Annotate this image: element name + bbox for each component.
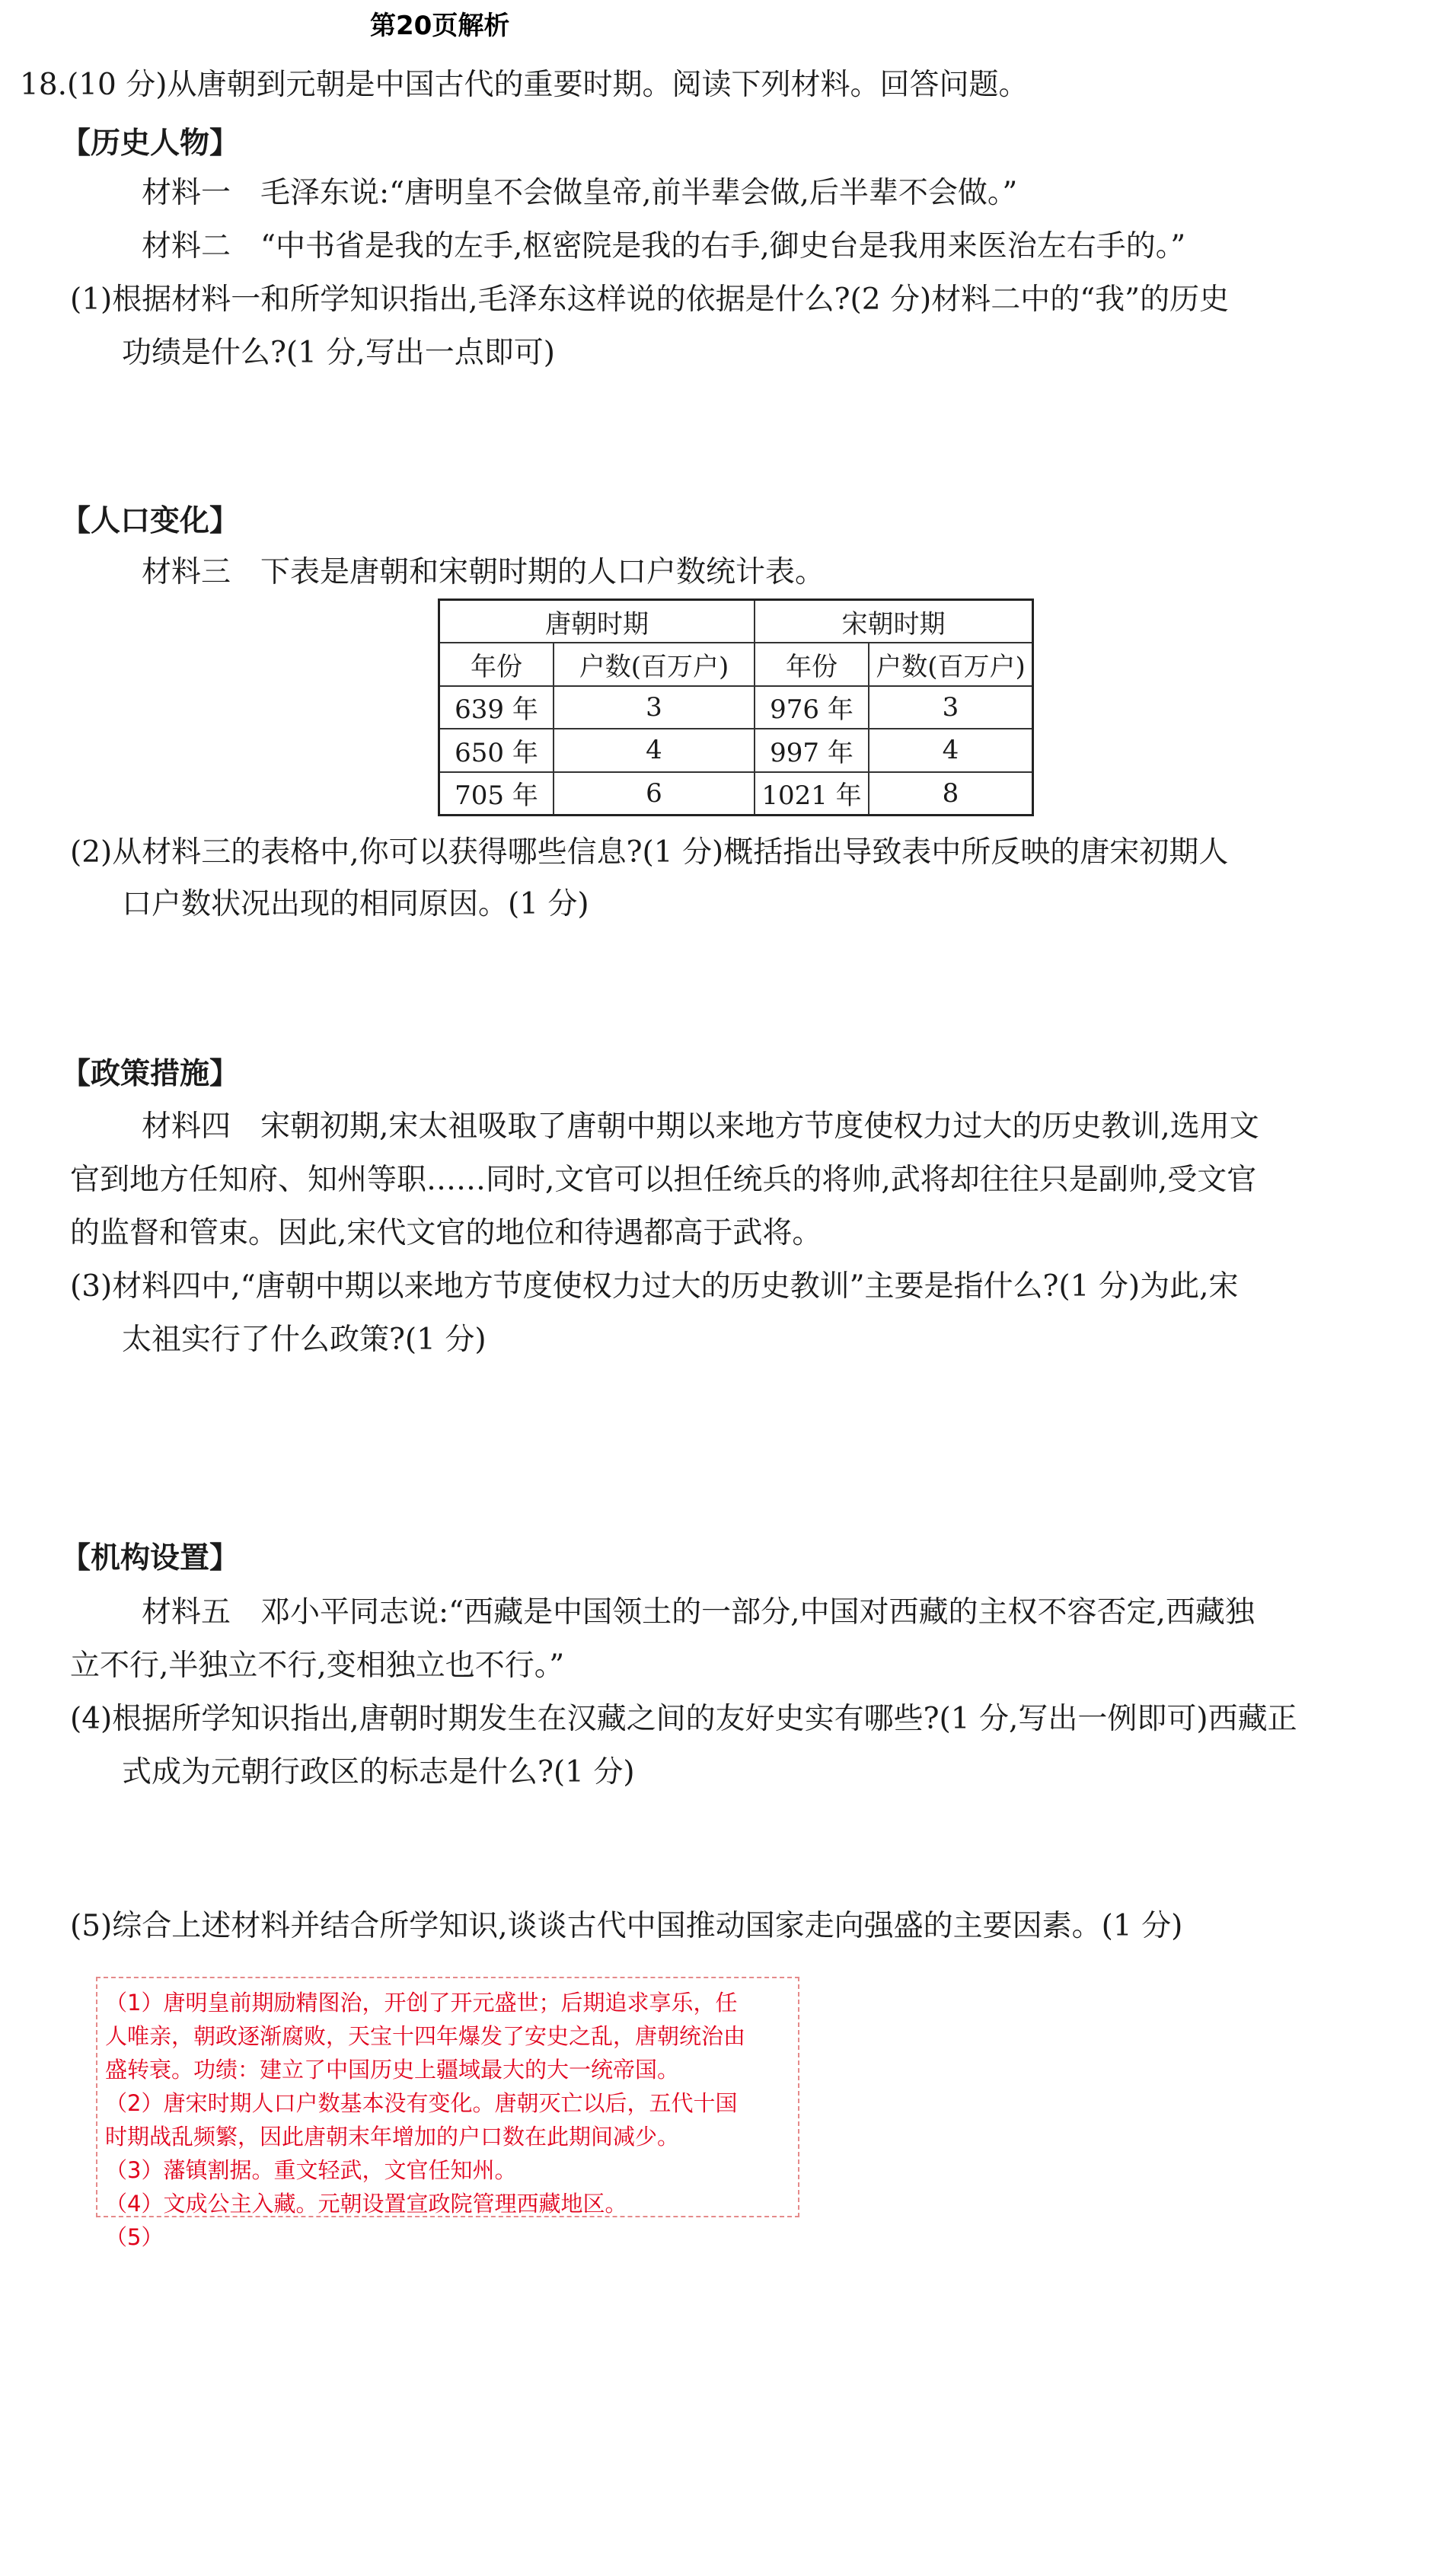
table-header-row bbox=[439, 600, 1033, 643]
question-stem: 18.(10 分)从唐朝到元朝是中国古代的重要时期。阅读下列材料。回答问题。 bbox=[20, 68, 1029, 102]
song-period-header: 宋朝时期 bbox=[755, 600, 1033, 643]
tang-year-header: 年份 bbox=[439, 643, 554, 685]
tang-households-header: 户数(百万户) bbox=[554, 643, 755, 685]
question-2-line-2: 口户数状况出现的相同原因。(1 分) bbox=[122, 887, 589, 921]
section-title-historical-figures: 【历史人物】 bbox=[61, 126, 240, 161]
answer-line: 盛转衰。功绩：建立了中国历史上疆域最大的大一统帝国。 bbox=[105, 2057, 680, 2083]
answer-line: （1）唐明皇前期励精图治，开创了开元盛世；后期追求享乐，任 bbox=[105, 1990, 738, 2016]
material-5-line-1: 材料五 邓小平同志说:“西藏是中国领土的一部分,中国对西藏的主权不容否定,西藏独 bbox=[142, 1595, 1255, 1630]
tang-households: 6 bbox=[554, 772, 755, 816]
material-2: 材料二 “中书省是我的左手,枢密院是我的右手,御史台是我用来医治左右手的。” bbox=[142, 229, 1186, 263]
song-year: 976 年 bbox=[755, 686, 869, 729]
song-households: 3 bbox=[869, 686, 1033, 729]
song-year-header: 年份 bbox=[755, 643, 869, 685]
answer-line: 时期战乱频繁，因此唐朝末年增加的户口数在此期间减少。 bbox=[105, 2124, 680, 2150]
answer-line: 人唯亲，朝政逐渐腐败，天宝十四年爆发了安史之乱，唐朝统治由 bbox=[105, 2023, 746, 2049]
section-title-population: 【人口变化】 bbox=[61, 503, 240, 538]
song-households-header: 户数(百万户) bbox=[869, 643, 1033, 685]
table-row bbox=[439, 772, 1033, 816]
question-1-line-1: (1)根据材料一和所学知识指出,毛泽东这样说的依据是什么?(2 分)材料二中的“我”的历史 bbox=[70, 282, 1230, 317]
song-year: 1021 年 bbox=[755, 772, 869, 816]
question-3-line-2: 太祖实行了什么政策?(1 分) bbox=[122, 1323, 487, 1357]
tang-year: 639 年 bbox=[439, 686, 554, 729]
tang-year: 705 年 bbox=[439, 772, 554, 816]
population-table bbox=[438, 599, 1034, 816]
song-households: 8 bbox=[869, 772, 1033, 816]
song-year: 997 年 bbox=[755, 729, 869, 771]
tang-households: 3 bbox=[554, 686, 755, 729]
material-5-line-2: 立不行,半独立不行,变相独立也不行。” bbox=[70, 1649, 565, 1683]
answer-line: （2）唐宋时期人口户数基本没有变化。唐朝灭亡以后，五代十国 bbox=[105, 2090, 738, 2116]
section-title-policies: 【政策措施】 bbox=[61, 1056, 240, 1091]
material-4-line-1: 材料四 宋朝初期,宋太祖吸取了唐朝中期以来地方节度使权力过大的历史教训,选用文 bbox=[142, 1109, 1259, 1144]
table-row bbox=[439, 686, 1033, 729]
tang-households: 4 bbox=[554, 729, 755, 771]
material-4-line-3: 的监督和管束。因此,宋代文官的地位和待遇都高于武将。 bbox=[70, 1216, 822, 1250]
section-title-institutions: 【机构设置】 bbox=[61, 1540, 240, 1575]
answer-box bbox=[96, 1977, 799, 2250]
question-1-line-2: 功绩是什么?(1 分,写出一点即可) bbox=[122, 336, 555, 370]
page-header: 第20页解析 bbox=[370, 11, 510, 41]
tang-year: 650 年 bbox=[439, 729, 554, 771]
material-1: 材料一 毛泽东说:“唐明皇不会做皇帝,前半辈会做,后半辈不会做。” bbox=[142, 176, 1018, 210]
question-5: (5)综合上述材料并结合所学知识,谈谈古代中国推动国家走向强盛的主要因素。(1 分) bbox=[70, 1909, 1183, 1943]
tang-period-header: 唐朝时期 bbox=[439, 600, 755, 643]
answer-line: （4）文成公主入藏。元朝设置宣政院管理西藏地区。 bbox=[105, 2191, 627, 2217]
song-households: 4 bbox=[869, 729, 1033, 771]
table-subheader-row bbox=[439, 643, 1033, 685]
answer-line: （5） bbox=[105, 2224, 164, 2250]
answer-line: （3）藩镇割据。重文轻武，文官任知州。 bbox=[105, 2157, 517, 2183]
material-3: 材料三 下表是唐朝和宋朝时期的人口户数统计表。 bbox=[142, 555, 825, 589]
question-2-line-1: (2)从材料三的表格中,你可以获得哪些信息?(1 分)概括指出导致表中所反映的唐宋初期人 bbox=[70, 835, 1229, 870]
question-3-line-1: (3)材料四中,“唐朝中期以来地方节度使权力过大的历史教训”主要是指什么?(1 分)为此,宋 bbox=[70, 1269, 1239, 1304]
material-4-line-2: 官到地方任知府、知州等职……同时,文官可以担任统兵的将帅,武将却往往只是副帅,受文官 bbox=[70, 1163, 1257, 1197]
question-4-line-2: 式成为元朝行政区的标志是什么?(1 分) bbox=[122, 1755, 635, 1789]
question-4-line-1: (4)根据所学知识指出,唐朝时期发生在汉藏之间的友好史实有哪些?(1 分,写出一例即可)西藏正 bbox=[70, 1702, 1297, 1736]
table-row bbox=[439, 729, 1033, 771]
